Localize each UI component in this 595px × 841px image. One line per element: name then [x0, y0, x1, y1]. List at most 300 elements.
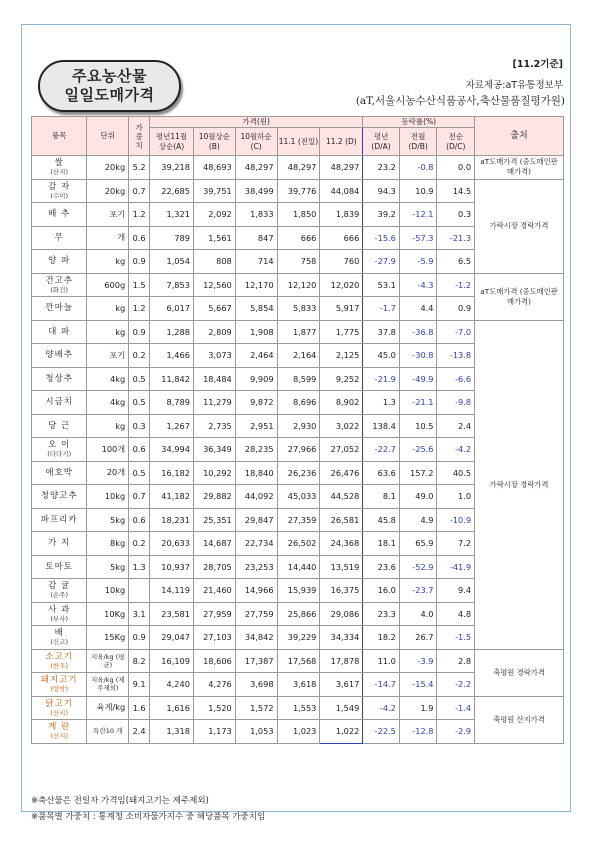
- cell-d: 1,022: [320, 720, 363, 744]
- cell-b: 27,103: [193, 626, 235, 650]
- cell-unit: 15Kg: [87, 626, 129, 650]
- cell-unit: 개: [87, 226, 129, 250]
- item-name: 돼지고기: [40, 675, 78, 686]
- cell-weight: 1.3: [129, 555, 150, 579]
- cell-weight: 1.2: [129, 297, 150, 321]
- cell-da: 11.0: [363, 649, 400, 673]
- cell-unit: 5kg: [87, 508, 129, 532]
- cell-a: 20,633: [150, 532, 194, 556]
- cell-a: 1,318: [150, 720, 194, 744]
- cell-prev: 48,297: [277, 156, 320, 180]
- item-name-cell: [32, 485, 87, 509]
- cell-b: 808: [193, 250, 235, 274]
- header-price-col: 11.1 (전일): [277, 128, 320, 156]
- footnote-weight: ※품목별 가중치 : 통계청 소비자물가지수 중 해당품목 가중치임: [31, 812, 266, 822]
- cell-unit: kg: [87, 414, 129, 438]
- cell-weight: 0.6: [129, 508, 150, 532]
- item-name-cell: [32, 297, 87, 321]
- item-name: 양배추: [45, 350, 73, 361]
- cell-d: 16,375: [320, 579, 363, 603]
- cell-db: -5.9: [399, 250, 437, 274]
- item-name: 양 파: [48, 256, 71, 267]
- cell-da: 138.4: [363, 414, 400, 438]
- cell-a: 10,937: [150, 555, 194, 579]
- item-variety: (산지): [50, 708, 68, 717]
- cell-a: 789: [150, 226, 194, 250]
- header-source: 출처: [475, 117, 564, 156]
- item-variety: (탕박): [50, 685, 68, 694]
- item-name-cell: [32, 344, 87, 368]
- item-name-cell: [32, 720, 87, 744]
- cell-a: 34,994: [150, 438, 194, 462]
- cell-a: 7,853: [150, 273, 194, 297]
- cell-da: 39.2: [363, 203, 400, 227]
- cell-b: 27,959: [193, 602, 235, 626]
- header-rate-col: 전순 (D/C): [437, 128, 475, 156]
- item-name: 배 추: [48, 209, 71, 220]
- cell-db: -36.8: [399, 320, 437, 344]
- cell-unit: 100개: [87, 438, 129, 462]
- item-name-cell: [32, 508, 87, 532]
- cell-db: -23.7: [399, 579, 437, 603]
- cell-a: 1,288: [150, 320, 194, 344]
- cell-d: 1,839: [320, 203, 363, 227]
- cell-b: 2,735: [193, 414, 235, 438]
- cell-weight: 0.9: [129, 250, 150, 274]
- cell-d: 1,549: [320, 696, 363, 720]
- price-table: [31, 116, 564, 744]
- cell-dc: -41.9: [437, 555, 475, 579]
- item-name: 닭고기: [45, 698, 73, 709]
- cell-b: 1,173: [193, 720, 235, 744]
- cell-b: 14,687: [193, 532, 235, 556]
- cell-prev: 1,023: [277, 720, 320, 744]
- cell-weight: [129, 579, 150, 603]
- cell-d: 666: [320, 226, 363, 250]
- item-name: 대 파: [48, 326, 71, 337]
- item-variety: (수미): [50, 191, 68, 200]
- cell-prev: 14,440: [277, 555, 320, 579]
- cell-unit: 20개: [87, 461, 129, 485]
- source-cell: 축평원 산지가격: [475, 696, 564, 743]
- cell-d: 9,252: [320, 367, 363, 391]
- cell-da: 8.1: [363, 485, 400, 509]
- item-name: 감 자: [48, 181, 71, 192]
- cell-unit: 특란10 개: [87, 720, 129, 744]
- cell-d: 12,020: [320, 273, 363, 297]
- cell-a: 1,054: [150, 250, 194, 274]
- cell-prev: 26,236: [277, 461, 320, 485]
- cell-db: 4.0: [399, 602, 437, 626]
- item-name-cell: [32, 438, 87, 462]
- cell-weight: 9.1: [129, 673, 150, 697]
- cell-unit: 8kg: [87, 532, 129, 556]
- cell-dc: -21.3: [437, 226, 475, 250]
- cell-a: 29,047: [150, 626, 194, 650]
- cell-unit: 육계/kg: [87, 696, 129, 720]
- cell-b: 25,351: [193, 508, 235, 532]
- cell-b: 18,606: [193, 649, 235, 673]
- cell-d: 3,022: [320, 414, 363, 438]
- cell-c: 2,464: [235, 344, 277, 368]
- header-rate-col: 평년 (D/A): [363, 128, 400, 156]
- cell-unit: 5kg: [87, 555, 129, 579]
- cell-da: 18.1: [363, 532, 400, 556]
- item-name: 소고기: [45, 651, 73, 662]
- item-name-cell: [32, 532, 87, 556]
- cell-b: 36,349: [193, 438, 235, 462]
- cell-dc: -2.2: [437, 673, 475, 697]
- cell-dc: -1.4: [437, 696, 475, 720]
- cell-prev: 25,866: [277, 602, 320, 626]
- header-price-group: 가격(원): [150, 117, 363, 128]
- cell-dc: 4.8: [437, 602, 475, 626]
- cell-weight: 0.6: [129, 226, 150, 250]
- cell-dc: 0.3: [437, 203, 475, 227]
- cell-da: -1.7: [363, 297, 400, 321]
- cell-c: 38,499: [235, 179, 277, 203]
- cell-dc: -2.9: [437, 720, 475, 744]
- cell-da: 53.1: [363, 273, 400, 297]
- cell-dc: -1.2: [437, 273, 475, 297]
- title-badge: [38, 60, 181, 112]
- cell-a: 18,231: [150, 508, 194, 532]
- cell-c: 48,297: [235, 156, 277, 180]
- cell-prev: 12,120: [277, 273, 320, 297]
- item-name: 당 근: [48, 420, 71, 431]
- cell-da: -22.7: [363, 438, 400, 462]
- cell-db: -25.6: [399, 438, 437, 462]
- cell-db: 10.9: [399, 179, 437, 203]
- cell-b: 18,484: [193, 367, 235, 391]
- item-name-cell: [32, 579, 87, 603]
- cell-c: 714: [235, 250, 277, 274]
- item-name: 무: [54, 232, 64, 243]
- cell-prev: 45,033: [277, 485, 320, 509]
- item-name: 청상추: [45, 373, 73, 384]
- cell-prev: 1,553: [277, 696, 320, 720]
- cell-unit: 포기: [87, 344, 129, 368]
- header-unit: 단위: [87, 117, 129, 156]
- item-name: 감 귤: [48, 581, 71, 592]
- cell-b: 28,705: [193, 555, 235, 579]
- item-name-cell: [32, 226, 87, 250]
- item-name: 배: [54, 628, 64, 639]
- cell-c: 44,092: [235, 485, 277, 509]
- cell-c: 2,951: [235, 414, 277, 438]
- table-row: [32, 179, 564, 203]
- source-cell: 축평원 경락가격: [475, 649, 564, 696]
- header-rate-group: 등락률(%): [363, 117, 475, 128]
- cell-a: 1,616: [150, 696, 194, 720]
- item-variety: (다다기): [47, 450, 72, 459]
- cell-a: 8,789: [150, 391, 194, 415]
- cell-a: 1,267: [150, 414, 194, 438]
- cell-c: 12,170: [235, 273, 277, 297]
- cell-prev: 26,502: [277, 532, 320, 556]
- item-variety: (온주): [50, 591, 68, 600]
- cell-weight: 2.4: [129, 720, 150, 744]
- cell-db: -49.9: [399, 367, 437, 391]
- cell-c: 18,840: [235, 461, 277, 485]
- cell-da: -15.6: [363, 226, 400, 250]
- cell-c: 34,842: [235, 626, 277, 650]
- source-cell: 가락시장 경락가격: [475, 320, 564, 649]
- header-price-col: 11.2 (D): [320, 128, 363, 156]
- cell-da: 16.0: [363, 579, 400, 603]
- cell-a: 4,240: [150, 673, 194, 697]
- cell-weight: 0.6: [129, 438, 150, 462]
- cell-b: 5,667: [193, 297, 235, 321]
- cell-db: -4.3: [399, 273, 437, 297]
- cell-c: 847: [235, 226, 277, 250]
- cell-da: 18.2: [363, 626, 400, 650]
- item-name-cell: [32, 320, 87, 344]
- cell-prev: 27,359: [277, 508, 320, 532]
- cell-dc: -9.8: [437, 391, 475, 415]
- cell-d: 34,334: [320, 626, 363, 650]
- cell-db: -15.4: [399, 673, 437, 697]
- cell-c: 14,966: [235, 579, 277, 603]
- cell-d: 29,086: [320, 602, 363, 626]
- cell-b: 29,882: [193, 485, 235, 509]
- cell-c: 22,734: [235, 532, 277, 556]
- cell-d: 26,476: [320, 461, 363, 485]
- cell-a: 6,017: [150, 297, 194, 321]
- cell-db: 65.9: [399, 532, 437, 556]
- cell-b: 2,092: [193, 203, 235, 227]
- header-weight: 가중치: [129, 117, 150, 156]
- cell-dc: 1.0: [437, 485, 475, 509]
- cell-dc: 40.5: [437, 461, 475, 485]
- cell-c: 1,053: [235, 720, 277, 744]
- item-name: 파프리카: [40, 514, 78, 525]
- item-name-cell: [32, 414, 87, 438]
- item-name-cell: [32, 461, 87, 485]
- cell-db: -12.8: [399, 720, 437, 744]
- cell-dc: -1.5: [437, 626, 475, 650]
- cell-b: 1,561: [193, 226, 235, 250]
- cell-prev: 3,618: [277, 673, 320, 697]
- item-name-cell: [32, 696, 87, 720]
- cell-d: 24,368: [320, 532, 363, 556]
- cell-db: -0.8: [399, 156, 437, 180]
- title-line1: 주요농산물: [72, 67, 147, 85]
- cell-db: 49.0: [399, 485, 437, 509]
- item-name: 시금치: [45, 397, 73, 408]
- cell-dc: 2.8: [437, 649, 475, 673]
- item-name-cell: [32, 555, 87, 579]
- source-provider: 자료제공:aT유통정보부: [465, 80, 563, 91]
- header-price-col: 10월하순 (C): [235, 128, 277, 156]
- cell-weight: 0.3: [129, 414, 150, 438]
- cell-da: -4.2: [363, 696, 400, 720]
- item-variety: (화건): [50, 285, 68, 294]
- cell-b: 2,809: [193, 320, 235, 344]
- cell-unit: kg: [87, 320, 129, 344]
- item-name: 쌀: [54, 158, 64, 169]
- cell-da: 23.6: [363, 555, 400, 579]
- source-agencies: (aT,서울시농수산식품공사,축산물품질평가원): [355, 95, 565, 107]
- cell-dc: -13.8: [437, 344, 475, 368]
- cell-db: 157.2: [399, 461, 437, 485]
- cell-db: -57.3: [399, 226, 437, 250]
- item-name: 사 과: [48, 604, 71, 615]
- item-name-cell: [32, 156, 87, 180]
- cell-a: 14,119: [150, 579, 194, 603]
- cell-unit: kg: [87, 297, 129, 321]
- table-row: [32, 696, 564, 720]
- table-row: [32, 320, 564, 344]
- cell-a: 23,581: [150, 602, 194, 626]
- cell-d: 44,084: [320, 179, 363, 203]
- cell-prev: 39,229: [277, 626, 320, 650]
- cell-weight: 0.5: [129, 367, 150, 391]
- title-line2: 일일도매가격: [64, 86, 155, 104]
- cell-weight: 0.7: [129, 485, 150, 509]
- cell-da: -22.5: [363, 720, 400, 744]
- cell-prev: 5,833: [277, 297, 320, 321]
- item-name-cell: [32, 367, 87, 391]
- item-name-cell: [32, 250, 87, 274]
- cell-d: 44,528: [320, 485, 363, 509]
- cell-da: 1.3: [363, 391, 400, 415]
- cell-d: 27,052: [320, 438, 363, 462]
- cell-b: 3,073: [193, 344, 235, 368]
- item-name-cell: [32, 602, 87, 626]
- cell-d: 760: [320, 250, 363, 274]
- cell-dc: 0.9: [437, 297, 475, 321]
- cell-weight: 3.1: [129, 602, 150, 626]
- cell-d: 13,519: [320, 555, 363, 579]
- cell-dc: 6.5: [437, 250, 475, 274]
- cell-da: 45.0: [363, 344, 400, 368]
- cell-unit: 10Kg: [87, 602, 129, 626]
- cell-db: -12.1: [399, 203, 437, 227]
- item-name-cell: [32, 273, 87, 297]
- cell-da: 63.6: [363, 461, 400, 485]
- cell-weight: 0.7: [129, 179, 150, 203]
- cell-b: 48,693: [193, 156, 235, 180]
- cell-da: 45.8: [363, 508, 400, 532]
- cell-prev: 666: [277, 226, 320, 250]
- item-name: 깐마늘: [45, 303, 73, 314]
- cell-dc: -10.9: [437, 508, 475, 532]
- item-name: 청양고추: [40, 491, 78, 502]
- cell-d: 3,617: [320, 673, 363, 697]
- cell-prev: 758: [277, 250, 320, 274]
- cell-c: 27,759: [235, 602, 277, 626]
- date-label: [11.2기준]: [512, 59, 563, 70]
- cell-a: 22,685: [150, 179, 194, 203]
- item-name-cell: [32, 391, 87, 415]
- cell-d: 26,581: [320, 508, 363, 532]
- table-row: [32, 273, 564, 297]
- cell-a: 1,466: [150, 344, 194, 368]
- cell-c: 28,235: [235, 438, 277, 462]
- cell-prev: 8,599: [277, 367, 320, 391]
- item-variety: (부사): [50, 614, 68, 623]
- cell-dc: 9.4: [437, 579, 475, 603]
- cell-db: 10.5: [399, 414, 437, 438]
- source-cell: 가락시장 경락가격: [475, 179, 564, 273]
- cell-d: 17,878: [320, 649, 363, 673]
- item-variety: (한우): [50, 661, 68, 670]
- cell-weight: 1.6: [129, 696, 150, 720]
- cell-b: 12,560: [193, 273, 235, 297]
- cell-dc: 2.4: [437, 414, 475, 438]
- cell-a: 41,182: [150, 485, 194, 509]
- cell-da: 23.3: [363, 602, 400, 626]
- item-name: 계 란: [48, 722, 71, 733]
- cell-unit: 지육/kg (평균): [87, 649, 129, 673]
- cell-weight: 0.9: [129, 320, 150, 344]
- cell-a: 39,218: [150, 156, 194, 180]
- cell-db: 1.9: [399, 696, 437, 720]
- header-rate-col: 전월 (D/B): [399, 128, 437, 156]
- cell-unit: 4kg: [87, 367, 129, 391]
- item-name-cell: [32, 203, 87, 227]
- cell-b: 4,276: [193, 673, 235, 697]
- cell-c: 9,909: [235, 367, 277, 391]
- cell-unit: 20kg: [87, 156, 129, 180]
- source-cell: aT도매가격 (중도매인판매가격): [475, 156, 564, 180]
- cell-dc: -7.0: [437, 320, 475, 344]
- item-variety: (신고): [50, 638, 68, 647]
- cell-weight: 1.5: [129, 273, 150, 297]
- cell-a: 16,109: [150, 649, 194, 673]
- cell-prev: 1,877: [277, 320, 320, 344]
- cell-c: 1,908: [235, 320, 277, 344]
- cell-unit: 600g: [87, 273, 129, 297]
- item-name: 토마토: [45, 561, 73, 572]
- cell-dc: 7.2: [437, 532, 475, 556]
- item-variety: (산지): [50, 732, 68, 741]
- cell-c: 23,253: [235, 555, 277, 579]
- table-row: [32, 649, 564, 673]
- cell-db: 4.4: [399, 297, 437, 321]
- cell-da: -27.9: [363, 250, 400, 274]
- cell-db: -30.8: [399, 344, 437, 368]
- cell-weight: 1.2: [129, 203, 150, 227]
- cell-b: 1,520: [193, 696, 235, 720]
- item-name-cell: [32, 179, 87, 203]
- item-name-cell: [32, 626, 87, 650]
- cell-unit: 지육/kg (제주제외): [87, 673, 129, 697]
- cell-weight: 0.2: [129, 344, 150, 368]
- cell-db: -3.9: [399, 649, 437, 673]
- item-name-cell: [32, 649, 87, 673]
- cell-prev: 2,930: [277, 414, 320, 438]
- cell-c: 9,872: [235, 391, 277, 415]
- cell-d: 8,902: [320, 391, 363, 415]
- item-variety: (산지): [50, 168, 68, 177]
- footnote-livestock: ※축산물은 전일자 가격임(돼지고기는 제주제외): [31, 796, 209, 806]
- cell-c: 3,698: [235, 673, 277, 697]
- cell-db: 26.7: [399, 626, 437, 650]
- cell-c: 1,572: [235, 696, 277, 720]
- cell-unit: 10kg: [87, 579, 129, 603]
- cell-prev: 27,966: [277, 438, 320, 462]
- source-cell: aT도매가격 (중도매인판매가격): [475, 273, 564, 320]
- table-row: [32, 156, 564, 180]
- cell-c: 5,854: [235, 297, 277, 321]
- cell-b: 21,460: [193, 579, 235, 603]
- cell-b: 39,751: [193, 179, 235, 203]
- cell-a: 1,321: [150, 203, 194, 227]
- cell-unit: 포기: [87, 203, 129, 227]
- cell-weight: 0.9: [129, 626, 150, 650]
